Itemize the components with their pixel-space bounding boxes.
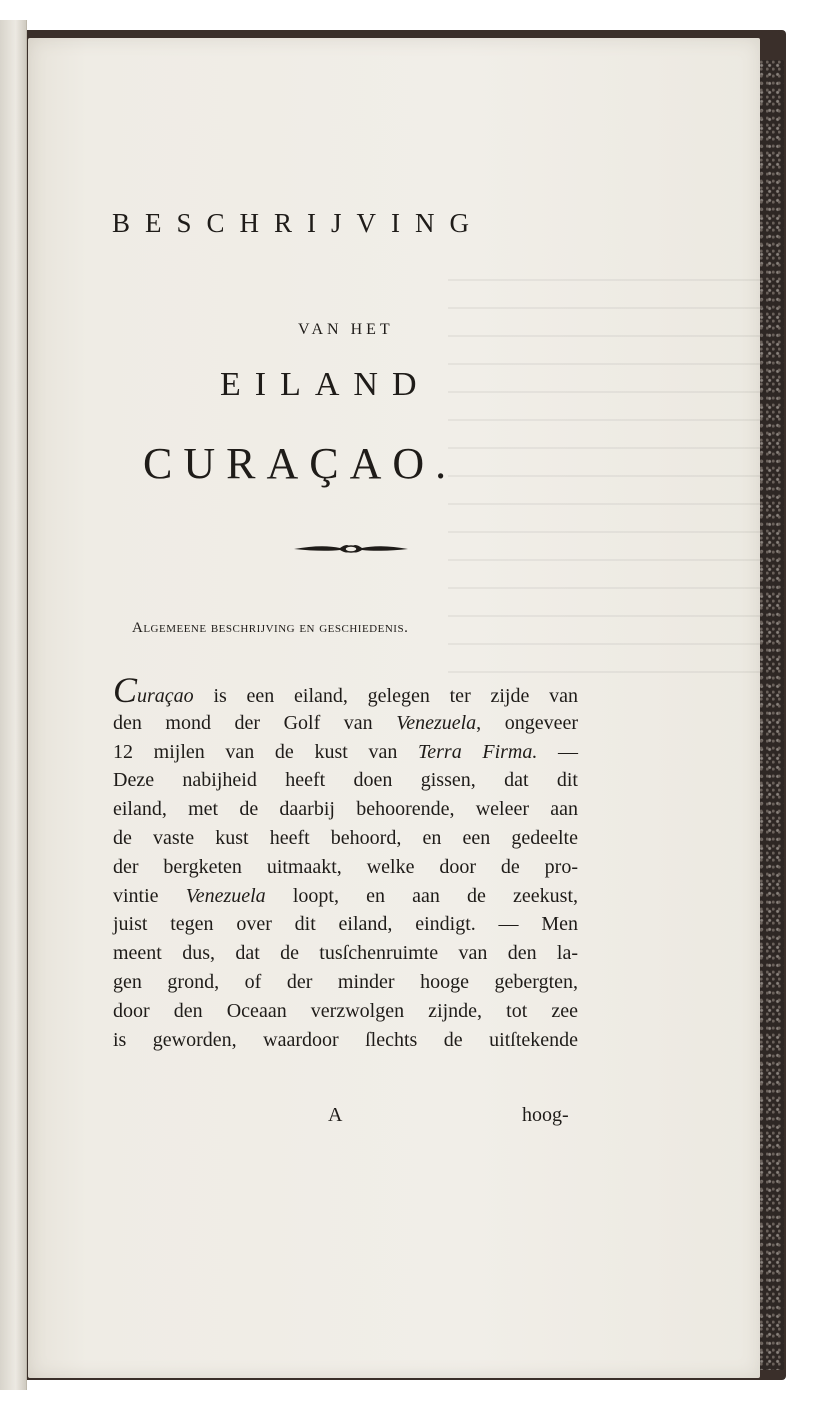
body-text-run: loopt, en aan de zeekust, (265, 884, 579, 907)
body-text-run: Deze nabijheid heeft doen gissen, dat dit (113, 769, 578, 792)
body-text-run: Venezuela (396, 711, 477, 734)
body-text-run: is geworden, waardoor ſlechts de uitſtekende (113, 1028, 578, 1051)
body-line (113, 910, 578, 939)
drop-cap: C (113, 670, 138, 710)
body-line (113, 738, 578, 767)
body-line (113, 1026, 578, 1055)
body-text-run: Terra Firma. (417, 740, 538, 763)
body-line (113, 766, 578, 795)
body-text-run: juist tegen over dit eiland, eindigt. — Men (113, 913, 578, 936)
body-line (113, 882, 578, 911)
body-text-run: gen grond, of der minder hooge gebergten, (113, 970, 578, 993)
book-page (28, 38, 760, 1378)
title-beschrijving: BESCHRIJVING (112, 208, 485, 238)
body-text-run: Venezuela (185, 884, 266, 907)
body-line (113, 939, 578, 968)
decorative-rule-ornament-icon (292, 538, 410, 558)
body-text-run: meent dus, dat de tusſchenruimte van den la- (113, 942, 578, 965)
body-text-run: , ongeveer (476, 711, 578, 734)
body-text-run: de vaste kust heeft behoord, en een gedeelte (113, 826, 578, 849)
title-curacao: CURAÇAO. (143, 439, 458, 488)
body-line (113, 709, 578, 738)
body-text-run: eiland, met de daarbij behoorende, weleer aan (113, 798, 578, 821)
body-text-run: vintie (113, 884, 186, 907)
body-text-run: is een eiland, gelegen ter zijde van (193, 685, 578, 707)
facing-page-edge (0, 20, 27, 1390)
body-line (113, 853, 578, 882)
catchword: hoog- (522, 1104, 569, 1126)
body-text-run: den mond der Golf van (113, 711, 397, 734)
body-text-run: — (537, 740, 579, 763)
body-line (113, 824, 578, 853)
body-paragraph (113, 670, 579, 1054)
title-eiland: EILAND (220, 366, 431, 403)
title-van-het: VAN HET (298, 321, 394, 338)
body-text-run: der bergketen uitmaakt, welke door de pro- (113, 855, 578, 878)
body-line (113, 670, 578, 710)
body-line (113, 795, 578, 824)
body-text-run: door den Oceaan verzwolgen zijnde, tot zee (113, 999, 578, 1022)
body-line (113, 968, 578, 997)
signature-mark: A (328, 1104, 343, 1126)
section-heading: Algemeene beschrijving en geschiedenis. (132, 620, 409, 636)
body-line (113, 997, 578, 1026)
body-text-run: uraçao (137, 685, 194, 707)
body-text-run: 12 mijlen van de kust van (113, 740, 418, 763)
